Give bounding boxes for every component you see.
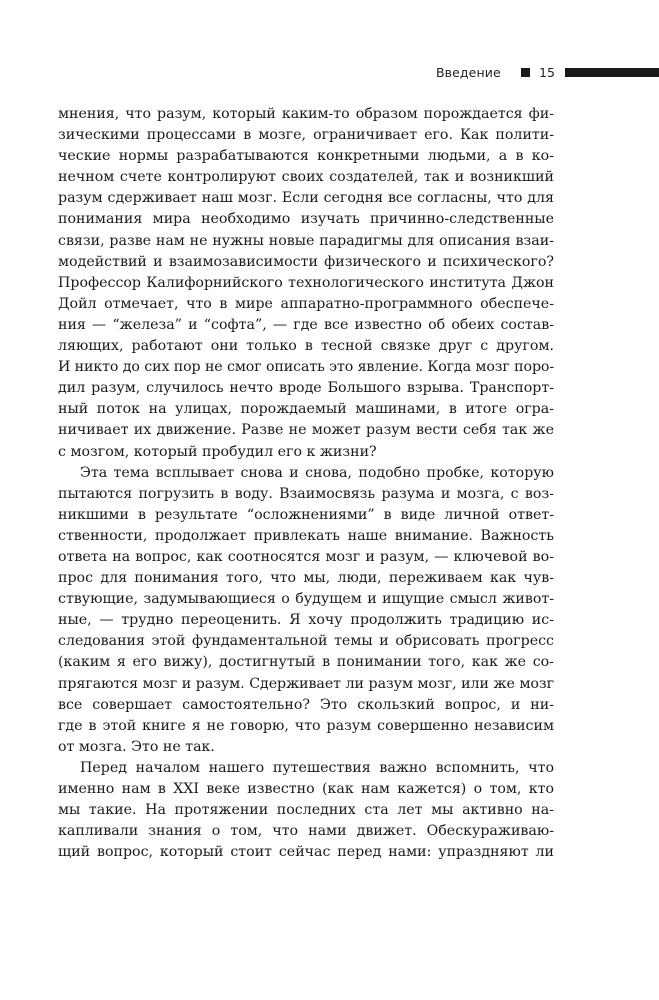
text-line: связи, разве нам не нужны новые парадигмы для описания взаи- <box>58 232 554 249</box>
text-line: капливали знания о том, что нами движет. Обескураживаю- <box>58 823 554 840</box>
text-line: ствующие, задумывающиеся о будущем и ищущие смысл живот- <box>58 591 554 608</box>
text-line: ния — “железа” и “софта”, — где все известно об обеих состав- <box>58 316 554 333</box>
text-line: нечном счете контролируют своих создателей, так и возникший <box>58 169 554 186</box>
decorative-bar <box>565 68 659 77</box>
text-line: (каким я его вижу), достигнутый в понимании того, как же со- <box>58 654 554 671</box>
text-line: дил разум, случилось нечто вроде Большого взрыва. Транспорт- <box>58 380 554 397</box>
text-line: все совершает самостоятельно? Это скользкий вопрос, и ни- <box>58 696 554 713</box>
text-line: где в этой книге я не говорю, что разум совершенно независим <box>58 717 554 734</box>
text-line: прягаются мозг и разум. Сдерживает ли разум мозг, или же мозг <box>58 675 554 692</box>
paragraph-3 <box>58 758 554 863</box>
page-number: 15 <box>539 65 555 80</box>
text-line: ответа на вопрос, как соотносятся мозг и разум, — ключевой во- <box>58 548 554 565</box>
separator-square <box>521 68 530 77</box>
text-line: от мозга. Это не так. <box>58 738 215 755</box>
text-line: следования этой фундаментальной темы и обрисовать прогресс <box>58 633 554 650</box>
text-line: разум сдерживает наш мозг. Если сегодня все согласны, что для <box>58 190 554 207</box>
text-line: ляющих, работают они только в тесной связке друг с другом. <box>58 338 554 355</box>
section-title: Введение <box>436 65 501 80</box>
text-line: пытаются погрузить в воду. Взаимосвязь разума и мозга, с воз- <box>58 485 554 502</box>
body-text <box>58 104 554 863</box>
text-line: мнения, что разум, который каким-то образом порождается фи- <box>58 106 554 122</box>
text-line: мы такие. На протяжении последних ста лет мы активно на- <box>58 802 554 819</box>
text-line: понимания мира необходимо изучать причинно-следственные <box>58 211 554 228</box>
paragraph-2 <box>58 463 554 758</box>
running-head <box>0 63 659 83</box>
text-line: И никто до сих пор не смог описать это явление. Когда мозг поро- <box>58 359 555 376</box>
text-line: ничивает их движение. Разве не может разум вести себя так же <box>58 422 554 439</box>
paragraph-1 <box>58 104 554 463</box>
text-line: прос для понимания того, что мы, люди, переживаем как чув- <box>58 570 554 587</box>
text-line: никшими в результате “осложнениями” в виде личной ответ- <box>58 506 554 523</box>
text-line: щий вопрос, который стоит сейчас перед нами: упраздняют ли <box>58 844 554 861</box>
text-line: Эта тема всплывает снова и снова, подобно пробке, которую <box>80 464 554 481</box>
text-line: ственности, продолжает привлекать наше внимание. Важность <box>58 527 554 544</box>
text-line: ные, — трудно переоценить. Я хочу продолжить традицию ис- <box>58 612 554 629</box>
text-line: именно нам в XXI веке известно (как нам кажется) о том, кто <box>58 781 554 797</box>
text-line: зическими процессами в мозге, ограничивает его. Как полити- <box>58 127 554 144</box>
text-line: модействий и взаимозависимости физического и психического? <box>58 253 554 270</box>
text-line: ческие нормы разрабатываются конкретными людьми, а в ко- <box>58 148 554 165</box>
text-line: Дойл отмечает, что в мире аппаратно-программного обеспече- <box>58 295 554 312</box>
text-line: Профессор Калифорнийского технологического института Джон <box>58 274 554 291</box>
text-line: ный поток на улицах, порождаемый машинами, в итоге огра- <box>58 401 554 418</box>
text-line: с мозгом, который пробудил его к жизни? <box>58 443 377 460</box>
text-line: Перед началом нашего путешествия важно вспомнить, что <box>80 759 554 776</box>
